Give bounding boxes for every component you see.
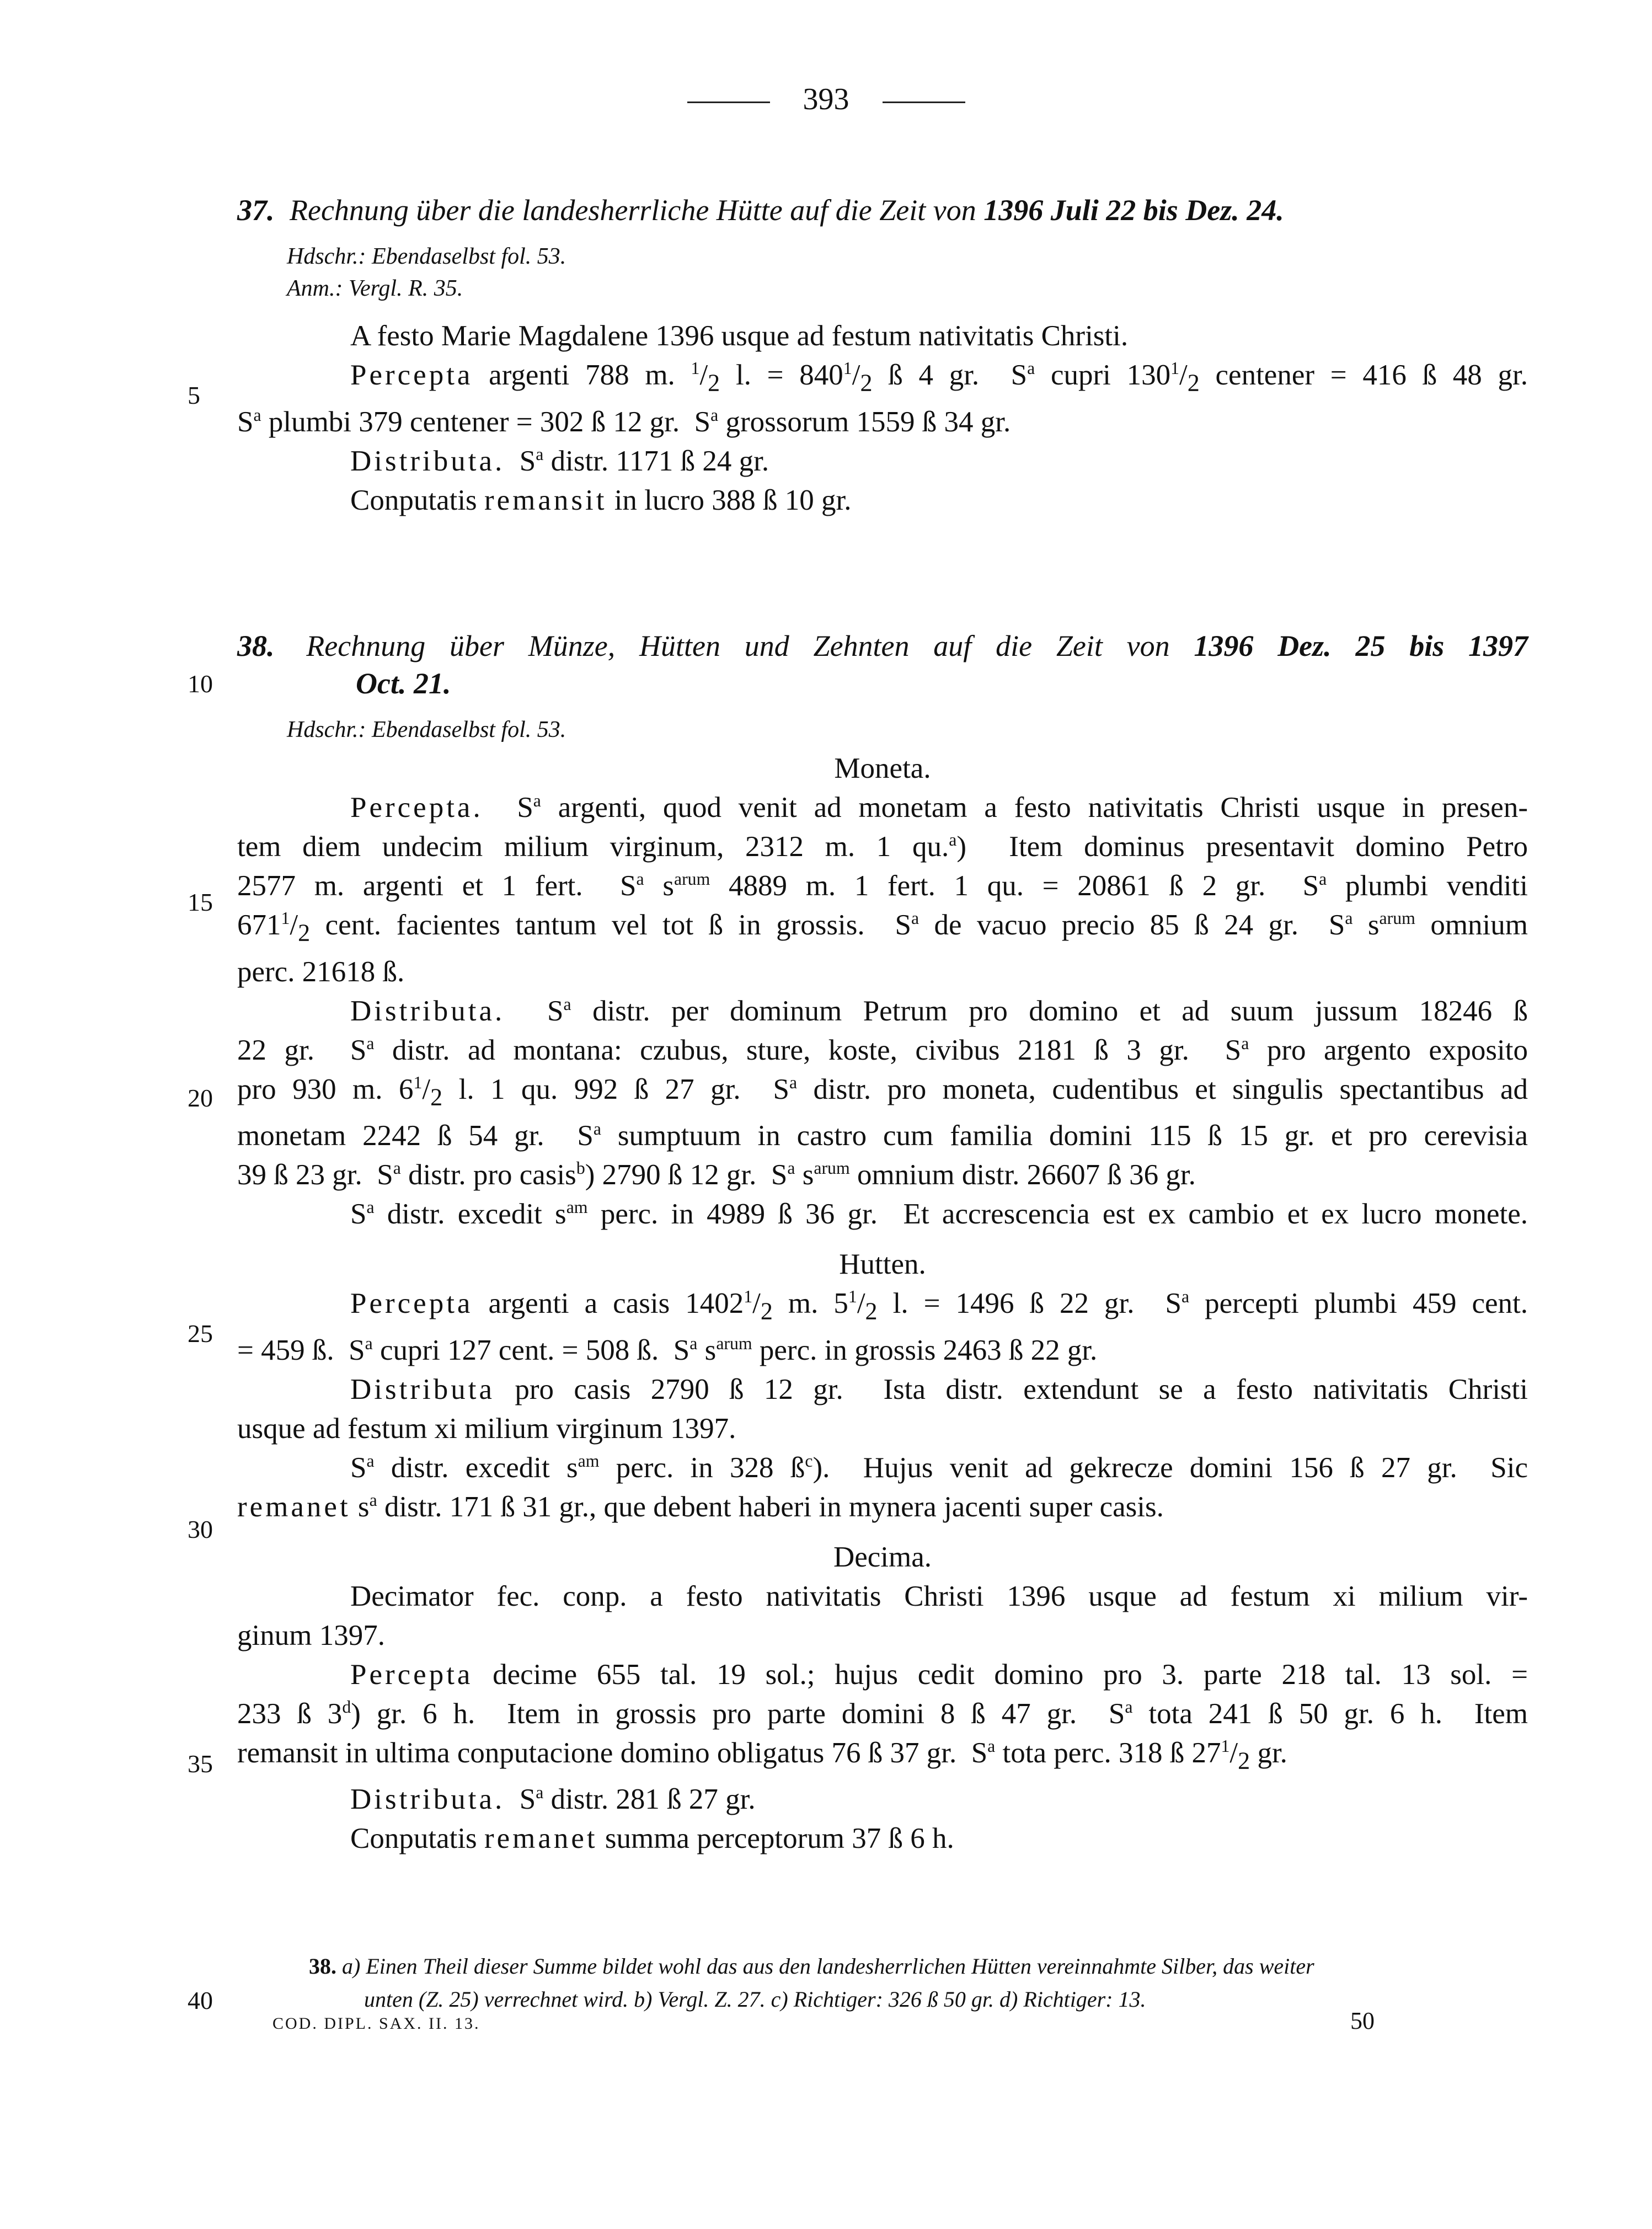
text-line: Distributa. $S^a$ distr. 1171 ß 24 gr. (350, 444, 769, 477)
text-line: Distributa pro casis 2790 ß 12 gr. Ista distr. extendunt se a festo nativitatis Christi (350, 1373, 1528, 1405)
footnote-line-2: unten (Z. 25) verrechnet wird. b) Vergl. Z. 27. c) Richtiger: 326 ß 50 gr. d) Richtiger: 13. (364, 1987, 1146, 2012)
section-38-date-2: Oct. 21. (356, 667, 451, 700)
text-line: Percepta argenti 788 m. $^1/_2$ l. = $840^1/_2$ ß 4 gr. $S^a$ cupri $130^1/_2$ centener = 416 ß 48 gr. (350, 358, 1528, 397)
rule-left (687, 101, 770, 103)
subhead-hutten: Hutten. (839, 1248, 926, 1281)
rule-right (883, 101, 965, 103)
subhead-moneta: Moneta. (834, 752, 931, 784)
line-number: 35 (188, 1750, 213, 1778)
section-37-heading (237, 193, 1528, 227)
section-37-note: Anm.: Vergl. R. 35. (287, 276, 463, 301)
text-line: 39 ß 23 gr. $S^a$ distr. pro casis$^b$) 2790 ß 12 gr. $S^a$ $s^{arum}$ omnium distr. 26607 ß 36 gr. (237, 1158, 1196, 1191)
section-37-date: 1396 Juli 22 bis Dez. 24. (983, 194, 1284, 227)
section-37-title: Rechnung über die landesherrliche Hütte auf die Zeit von (290, 194, 976, 227)
section-38 (237, 629, 1528, 1858)
footer-signature-left: COD. DIPL. SAX. II. 13. (272, 2014, 480, 2033)
text-line: Distributa. $S^a$ distr. per dominum Petrum pro domino et ad suum jussum 18246 ß (350, 994, 1528, 1027)
text-line: $S^a$ distr. excedit $s^{am}$ perc. in 4989 ß 36 gr. Et accrescencia est ex cambio et ex lucro monete. (350, 1198, 1528, 1231)
footer-signature-right: 50 (1350, 2007, 1375, 2034)
text-line: $671^1/_2$ cent. facientes tantum vel tot ß in grossis. $S^a$ de vacuo precio 85 ß 24 gr. $S^a$ $s^{arum}$ omnium (237, 908, 1528, 947)
text-line: Conputatis remansit in lucro 388 ß 10 gr. (350, 484, 852, 516)
text-line: Distributa. $S^a$ distr. 281 ß 27 gr. (350, 1783, 756, 1816)
text-line: usque ad festum xi milium virginum 1397. (237, 1412, 736, 1445)
text-line: 2577 m. argenti et 1 fert. $S^a$ $s^{arum}$ 4889 m. 1 fert. 1 qu. = 20861 ß 2 gr. $S^a$ plumbi venditi (237, 869, 1528, 902)
text-line: Percepta. $S^a$ argenti, quod venit ad monetam a festo nativitatis Christi usque in presen- (350, 790, 1528, 824)
section-38-title: Rechnung über Münze, Hütten und Zehnten auf die Zeit von (306, 629, 1170, 662)
text-line: Conputatis remanet summa perceptorum 37 ß 6 h. (350, 1822, 954, 1855)
footnote (309, 1950, 1522, 2016)
text-line: Percepta argenti a casis $1402^1/_2$ m. $5^1/_2$ l. = 1496 ß 22 gr. $S^a$ percepti plumbi 459 cent. (350, 1287, 1528, 1325)
footnote-line-1: 38. a) Einen Theil dieser Summe bildet wohl das aus den landesherrlichen Hütten vereinnahmte Silber, das weiter (309, 1954, 1314, 1979)
text-line: perc. 21618 ß. (237, 955, 405, 988)
text-line: pro 930 m. $6^1/_2$ l. 1 qu. 992 ß 27 gr. $S^a$ distr. pro moneta, cudentibus et singulis spectantibus ad (237, 1072, 1528, 1111)
section-37 (237, 193, 1528, 520)
section-38-source: Hdschr.: Ebendaselbst fol. 53. (287, 717, 566, 742)
section-37-number: 37. (237, 194, 275, 227)
subhead-decima: Decima. (833, 1541, 932, 1573)
section-38-heading-cont (237, 666, 1528, 701)
text-line: $S^a$ distr. excedit $s^{am}$ perc. in 328 $ß^c$). Hujus venit ad gekrecze domini 156 ß 27 gr. Sic (350, 1451, 1528, 1484)
text-line: $S^a$ plumbi 379 centener = 302 ß 12 gr. $S^a$ grossorum 1559 ß 34 gr. (237, 405, 1011, 438)
text-line: tem diem undecim milium virginum, 2312 m. 1 qu.$^a$) Item dominus presentavit domino Petro (237, 830, 1528, 863)
text-line: 233 ß 3$^d$) gr. 6 h. Item in grossis pro parte domini 8 ß 47 gr. $S^a$ tota 241 ß 50 gr. 6 h. Item (237, 1697, 1528, 1730)
text-line: 22 gr. $S^a$ distr. ad montana: czubus, sture, koste, civibus 2181 ß 3 gr. $S^a$ pro argento exposito (237, 1033, 1528, 1066)
section-37-source: Hdschr.: Ebendaselbst fol. 53. (287, 244, 566, 269)
text-line: monetam 2242 ß 54 gr. $S^a$ sumptuum in castro cum familia domini 115 ß 15 gr. et pro cerevisia (237, 1119, 1528, 1152)
text-line: remanet $s^a$ distr. 171 ß 31 gr., que debent haberi in mynera jacenti super casis. (237, 1490, 1164, 1523)
section-38-number: 38. (237, 629, 275, 662)
text-line: = 459 ß. $S^a$ cupri 127 cent. = 508 ß. $S^a$ $s^{arum}$ perc. in grossis 2463 ß 22 gr. (237, 1333, 1098, 1366)
page-number: 393 (803, 82, 849, 116)
section-38-date: 1396 Dez. 25 bis 1397 (1194, 629, 1528, 662)
text-line: A festo Marie Magdalene 1396 usque ad festum nativitatis Christi. (350, 320, 1129, 352)
text-line: Percepta decime 655 tal. 19 sol.; hujus cedit domino pro 3. parte 218 tal. 13 sol. = (350, 1658, 1528, 1691)
line-number: 40 (188, 1986, 213, 2014)
line-number: 25 (188, 1319, 213, 1348)
text-line: ginum 1397. (237, 1619, 385, 1651)
section-38-heading (237, 629, 1528, 663)
text-line: Decimator fec. conp. a festo nativitatis Christi 1396 usque ad festum xi milium vir- (350, 1580, 1528, 1612)
line-number: 5 (188, 381, 200, 409)
text-line: remansit in ultima conputacione domino obligatus 76 ß 37 gr. $S^a$ tota perc. 318 ß $27^1/_2$ gr. (237, 1736, 1287, 1774)
line-number: 30 (188, 1515, 213, 1543)
page-number-row (0, 82, 1652, 117)
line-number: 15 (188, 888, 213, 916)
line-number: 10 (188, 670, 213, 698)
line-number: 20 (188, 1084, 213, 1112)
